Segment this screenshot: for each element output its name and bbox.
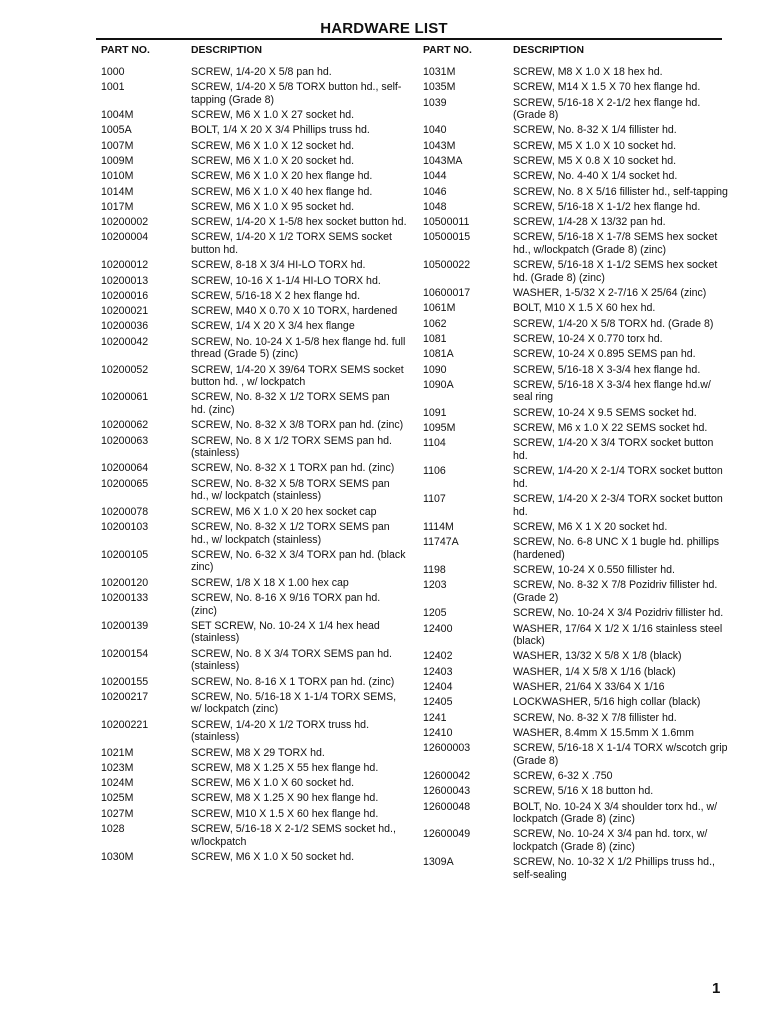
part-description: SCREW, 5/16-18 X 2-1/2 hex flange hd. (Grade 8) [513, 96, 701, 122]
list-item [423, 333, 733, 346]
list-item [423, 186, 733, 199]
part-description: SCREW, 10-24 X 9.5 SEMS socket hd. [513, 406, 697, 419]
part-description: SCREW, No. 8 X 1/2 TORX SEMS pan hd. (stainless) [191, 434, 392, 460]
list-item [423, 564, 733, 577]
part-description: SCREW, 1/4-20 X 2-3/4 TORX socket button hd. [513, 493, 723, 518]
part-description: SCREW, 1/4-20 X 1-5/8 hex socket button hd. [191, 216, 407, 229]
part-description: SCREW, M6 X 1.0 X 20 hex flange hd. [191, 170, 373, 183]
part-number: 10200217 [101, 690, 149, 703]
part-description: SCREW, 5/16-18 X 2-1/2 SEMS socket hd., w/lockpatch [191, 823, 396, 848]
part-number: 1005A [101, 124, 132, 137]
part-description: SCREW, 10-24 X 0.550 fillister hd. [513, 564, 675, 577]
list-item [101, 506, 411, 519]
part-number: 1039 [423, 96, 447, 109]
right-header-row [423, 44, 733, 66]
list-item [101, 648, 411, 673]
part-number: 10500022 [423, 259, 471, 272]
list-item [423, 348, 733, 361]
part-description: SCREW, 5/16-18 X 1-7/8 SEMS hex socket hd., w/lockpatch (Grade 8) (zinc) [513, 231, 718, 256]
part-number: 10200004 [101, 231, 149, 244]
list-item [101, 762, 411, 775]
part-number: 1043M [423, 139, 456, 152]
list-item [101, 275, 411, 288]
part-description: SCREW, 1/4-20 X 1/2 TORX truss hd. (stainless) [191, 718, 370, 744]
page-number: 1 [712, 980, 721, 997]
part-description: SCREW, M6 X 1.0 X 60 socket hd. [191, 777, 355, 790]
part-number: 10200016 [101, 289, 149, 302]
part-number: 1000 [101, 66, 125, 78]
part-description: SCREW, 1/4-20 X 3/4 TORX socket button hd. [513, 437, 714, 462]
part-number: 1040 [423, 124, 447, 137]
list-item [101, 109, 411, 122]
part-no-header: PART NO. [101, 45, 150, 56]
part-description: SCREW, M6 X 1.0 X 50 socket hd. [191, 850, 355, 863]
list-item [101, 81, 411, 106]
part-description: SCREW, M8 X 1.25 X 55 hex flange hd. [191, 761, 379, 774]
list-item [101, 259, 411, 272]
part-number: 1309A [423, 856, 454, 869]
part-description: SCREW, M6 X 1.0 X 40 hex flange hd. [191, 185, 373, 198]
list-item [423, 712, 733, 725]
part-number: 10200221 [101, 718, 149, 731]
part-number: 1205 [423, 607, 447, 620]
part-description: SCREW, 1/4-20 X 1/2 TORX SEMS socket button hd. [191, 231, 392, 256]
list-item [101, 777, 411, 790]
part-description: SET SCREW, No. 10-24 X 1/4 hex head (stainless) [191, 619, 380, 645]
list-item [101, 719, 411, 744]
part-description: SCREW, 1/4 X 20 X 3/4 hex flange [191, 320, 355, 333]
part-description: SCREW, No. 8-32 X 7/8 fillister hd. [513, 711, 677, 724]
part-number: 10200155 [101, 675, 149, 688]
list-item [101, 231, 411, 256]
part-number: 12402 [423, 650, 453, 663]
part-description: SCREW, 1/8 X 18 X 1.00 hex cap [191, 576, 349, 589]
part-description: SCREW, No. 8-32 X 5/8 TORX SEMS pan hd., w/ lockpatch (stainless) [191, 477, 390, 503]
part-description: SCREW, No. 4-40 X 1/4 socket hd. [513, 170, 678, 183]
part-description: SCREW, M8 X 29 TORX hd. [191, 746, 325, 759]
list-item [423, 785, 733, 798]
part-description: SCREW, 10-24 X 0.770 torx hd. [513, 333, 663, 345]
list-item [423, 681, 733, 694]
list-item [101, 691, 411, 716]
part-number: 1090 [423, 363, 447, 376]
part-number: 1203 [423, 579, 447, 592]
part-number: 1004M [101, 109, 134, 122]
part-description: WASHER, 21/64 X 33/64 X 1/16 [513, 680, 665, 693]
part-number: 10200078 [101, 505, 149, 518]
part-description: SCREW, No. 8-32 X 1/2 TORX SEMS pan hd. (zinc) [191, 391, 390, 417]
part-description: SCREW, M6 X 1.0 X 20 hex socket cap [191, 505, 377, 518]
title-rule [96, 38, 722, 40]
description-header: DESCRIPTION [513, 45, 585, 56]
list-item [423, 521, 733, 534]
list-item [101, 320, 411, 333]
part-number: 1009M [101, 155, 134, 167]
part-number: 10200061 [101, 391, 149, 404]
part-number: 12600003 [423, 742, 471, 755]
part-number: 10200065 [101, 477, 149, 490]
part-number: 10200036 [101, 320, 149, 333]
part-description: SCREW, 10-24 X 0.895 SEMS pan hd. [513, 348, 696, 361]
part-description: SCREW, No. 10-24 X 3/4 pan hd. torx, w/ lockpatch (Grade 8) (zinc) [513, 828, 708, 853]
list-item [423, 155, 733, 168]
list-item [101, 823, 411, 848]
part-number: 12404 [423, 680, 453, 693]
part-description: SCREW, 5/16-18 X 1-1/4 TORX w/scotch grip (Grade 8) [513, 742, 728, 767]
part-description: SCREW, M5 X 0.8 X 10 socket hd. [513, 155, 677, 167]
part-description: SCREW, 5/16-18 X 3-3/4 hex flange hd. [513, 363, 701, 376]
part-number: 1107 [423, 493, 446, 506]
part-number: 1046 [423, 185, 447, 198]
part-number: 12403 [423, 665, 453, 678]
part-number: 1198 [423, 564, 446, 577]
part-number: 1241 [423, 711, 447, 724]
list-item [423, 140, 733, 153]
left-list [101, 66, 411, 863]
list-item [423, 231, 733, 256]
part-description: SCREW, 5/16-18 X 3-3/4 hex flange hd.w/ seal ring [513, 378, 711, 404]
part-number: 10500011 [423, 216, 470, 229]
part-number: 10200012 [101, 259, 149, 272]
list-item [423, 66, 733, 79]
list-item [101, 186, 411, 199]
part-number: 1024M [101, 777, 134, 790]
part-description: WASHER, 1/4 X 5/8 X 1/16 (black) [513, 665, 676, 678]
part-description: BOLT, No. 10-24 X 3/4 shoulder torx hd., w/ lockpatch (Grade 8) (zinc) [513, 800, 718, 826]
list-item [423, 170, 733, 183]
part-description: SCREW, 5/16 X 18 button hd. [513, 785, 654, 798]
right-column [423, 44, 733, 884]
part-description: SCREW, 5/16-18 X 1-1/2 hex flange hd. [513, 200, 701, 213]
part-number: 1025M [101, 792, 134, 805]
part-number: 10200021 [101, 305, 149, 318]
part-description: SCREW, 10-16 X 1-1/4 HI-LO TORX hd. [191, 274, 381, 287]
part-description: LOCKWASHER, 5/16 high collar (black) [513, 696, 701, 709]
part-number: 10200052 [101, 363, 149, 376]
part-description: SCREW, No. 10-24 X 3/4 Pozidriv fillister hd. [513, 607, 724, 620]
part-description: SCREW, 1/4-20 X 5/8 TORX button hd., self-tapping (Grade 8) [191, 81, 402, 106]
part-description: SCREW, No. 10-24 X 1-5/8 hex flange hd. full thread (Grade 5) (zinc) [191, 335, 406, 361]
part-number: 1014M [101, 185, 134, 198]
list-item [423, 379, 733, 404]
part-description: SCREW, No. 6-32 X 3/4 TORX pan hd. (black zinc) [191, 548, 406, 574]
list-item [101, 364, 411, 389]
list-item [101, 201, 411, 214]
part-description: SCREW, No. 8-32 X 3/8 TORX pan hd. (zinc) [191, 419, 404, 432]
list-item [101, 478, 411, 503]
part-description: SCREW, M8 X 1.25 X 90 hex flange hd. [191, 792, 379, 805]
part-description: SCREW, No. 5/16-18 X 1-1/4 TORX SEMS, w/ lockpatch (zinc) [191, 690, 397, 716]
part-description: SCREW, No. 8-32 X 1/2 TORX SEMS pan hd., w/ lockpatch (stainless) [191, 520, 390, 546]
part-number: 1030M [101, 850, 134, 863]
part-number: 1104 [423, 437, 446, 450]
list-item [101, 747, 411, 760]
part-number: 10200103 [101, 520, 149, 533]
part-description: SCREW, M14 X 1.5 X 70 hex flange hd. [513, 81, 701, 94]
part-description: WASHER, 8.4mm X 15.5mm X 1.6mm [513, 726, 694, 739]
part-number: 10600017 [423, 287, 471, 300]
part-description: SCREW, No. 8-32 X 1 TORX pan hd. (zinc) [191, 462, 395, 475]
part-description: SCREW, No. 8-32 X 7/8 Pozidriv fillister hd. (Grade 2) [513, 579, 718, 604]
part-number: 12410 [423, 726, 453, 739]
part-number: 12600049 [423, 828, 471, 841]
part-number: 1044 [423, 170, 447, 183]
list-item [101, 620, 411, 645]
part-number: 10200133 [101, 591, 149, 604]
list-item [423, 727, 733, 740]
list-item [101, 124, 411, 137]
part-description: SCREW, M6 X 1.0 X 12 socket hd. [191, 139, 355, 152]
list-item [423, 650, 733, 663]
part-no-header: PART NO. [423, 45, 472, 56]
part-description: SCREW, No. 8-32 X 1/4 fillister hd. [513, 124, 677, 137]
part-number: 10200064 [101, 462, 149, 475]
list-item [423, 201, 733, 214]
part-number: 10200139 [101, 619, 149, 632]
list-item [101, 577, 411, 590]
list-item [423, 536, 733, 561]
part-number: 1081A [423, 348, 454, 361]
list-item [423, 696, 733, 709]
part-description: SCREW, 1/4-20 X 2-1/4 TORX socket button hd. [513, 465, 723, 490]
list-item [101, 851, 411, 864]
part-description: SCREW, No. 8 X 3/4 TORX SEMS pan hd. (stainless) [191, 647, 392, 673]
list-item [101, 216, 411, 229]
list-item [423, 422, 733, 435]
list-item [101, 676, 411, 689]
list-item [423, 216, 733, 229]
left-column [101, 44, 411, 866]
part-description: SCREW, 1/4-20 X 5/8 pan hd. [191, 66, 332, 78]
part-description: SCREW, No. 6-8 UNC X 1 bugle hd. phillips (hardened) [513, 536, 720, 561]
part-description: SCREW, M40 X 0.70 X 10 TORX, hardened [191, 305, 398, 318]
list-item [101, 808, 411, 821]
list-item [423, 666, 733, 679]
part-number: 1114M [423, 520, 454, 533]
part-number: 1007M [101, 139, 134, 152]
list-item [101, 792, 411, 805]
part-number: 1090A [423, 378, 454, 391]
part-number: 12600042 [423, 769, 471, 782]
part-description: SCREW, 1/4-20 X 5/8 TORX hd. (Grade 8) [513, 317, 714, 330]
list-item [423, 437, 733, 462]
part-description: WASHER, 17/64 X 1/2 X 1/16 stainless steel (black) [513, 622, 723, 648]
part-number: 10200120 [101, 576, 149, 589]
list-item [101, 391, 411, 416]
part-number: 1043MA [423, 155, 463, 167]
part-number: 1031M [423, 66, 456, 78]
part-number: 1028 [101, 823, 125, 835]
part-description: SCREW, 5/16-18 X 2 hex flange hd. [191, 289, 361, 302]
part-description: SCREW, M6 X 1 X 20 socket hd. [513, 520, 668, 533]
page-title: HARDWARE LIST [320, 20, 448, 37]
list-item [101, 66, 411, 79]
part-number: 1001 [101, 81, 125, 94]
list-item [101, 155, 411, 168]
list-item [423, 287, 733, 300]
part-description: SCREW, M6 x 1.0 X 22 SEMS socket hd. [513, 422, 708, 434]
part-number: 1035M [423, 81, 456, 94]
part-number: 1061M [423, 302, 456, 315]
list-item [423, 81, 733, 94]
part-number: 1010M [101, 170, 134, 183]
list-item [423, 465, 733, 490]
part-description: SCREW, 1/4-20 X 39/64 TORX SEMS socket button hd. , w/ lockpatch [191, 363, 404, 389]
part-number: 10200063 [101, 434, 149, 447]
part-description: SCREW, 6-32 X .750 [513, 769, 613, 782]
part-description: BOLT, M10 X 1.5 X 60 hex hd. [513, 302, 656, 315]
part-description: SCREW, No. 10-32 X 1/2 Phillips truss hd., self-sealing [513, 856, 715, 881]
list-item [423, 742, 733, 767]
part-number: 12600043 [423, 785, 471, 798]
part-number: 1048 [423, 200, 447, 213]
list-item [101, 305, 411, 318]
part-number: 1081 [423, 333, 447, 345]
part-description: SCREW, No. 8-16 X 1 TORX pan hd. (zinc) [191, 675, 395, 688]
list-item [101, 170, 411, 183]
part-number: 1021M [101, 746, 134, 759]
part-description: SCREW, M6 X 1.0 X 20 socket hd. [191, 155, 355, 167]
list-item [423, 124, 733, 137]
list-item [423, 607, 733, 620]
right-list [423, 66, 733, 881]
part-number: 10200154 [101, 647, 149, 660]
part-number: 1106 [423, 465, 446, 478]
list-item [423, 259, 733, 284]
part-number: 10200002 [101, 216, 149, 229]
part-number: 11747A [423, 536, 459, 549]
list-item [101, 435, 411, 460]
part-number: 12405 [423, 696, 453, 709]
part-number: 10200105 [101, 548, 149, 561]
list-item [423, 97, 733, 122]
part-description: SCREW, M6 X 1.0 X 95 socket hd. [191, 200, 355, 213]
part-number: 10500015 [423, 231, 471, 244]
list-item [423, 828, 733, 853]
part-number: 10200042 [101, 335, 149, 348]
part-description: SCREW, 8-18 X 3/4 HI-LO TORX hd. [191, 259, 366, 272]
part-description: WASHER, 13/32 X 5/8 X 1/8 (black) [513, 650, 682, 663]
list-item [423, 579, 733, 604]
part-description: SCREW, M8 X 1.0 X 18 hex hd. [513, 66, 663, 78]
list-item [101, 419, 411, 432]
list-item [101, 521, 411, 546]
part-number: 1023M [101, 761, 134, 774]
list-item [101, 140, 411, 153]
part-description: WASHER, 1-5/32 X 2-7/16 X 25/64 (zinc) [513, 287, 707, 300]
list-item [423, 801, 733, 826]
part-description: SCREW, M5 X 1.0 X 10 socket hd. [513, 139, 677, 152]
list-item [423, 770, 733, 783]
list-item [101, 549, 411, 574]
list-item [101, 290, 411, 303]
part-number: 12600048 [423, 800, 471, 813]
part-description: BOLT, 1/4 X 20 X 3/4 Phillips truss hd. [191, 124, 370, 137]
list-item [423, 407, 733, 420]
list-item [423, 856, 733, 881]
list-item [423, 364, 733, 377]
left-header-row [101, 44, 411, 66]
list-item [423, 623, 733, 648]
part-description: SCREW, 5/16-18 X 1-1/2 SEMS hex socket hd. (Grade 8) (zinc) [513, 259, 718, 284]
part-number: 12400 [423, 622, 453, 635]
part-number: 1027M [101, 807, 134, 820]
part-number: 1062 [423, 317, 447, 330]
list-item [101, 592, 411, 617]
list-item [423, 302, 733, 315]
part-number: 1091 [423, 406, 447, 419]
part-description: SCREW, M6 X 1.0 X 27 socket hd. [191, 109, 355, 122]
list-item [101, 462, 411, 475]
description-header: DESCRIPTION [191, 45, 263, 56]
list-item [423, 493, 733, 518]
part-description: SCREW, No. 8-16 X 9/16 TORX pan hd. (zinc) [191, 591, 381, 617]
part-description: SCREW, 1/4-28 X 13/32 pan hd. [513, 216, 666, 229]
part-description: SCREW, M10 X 1.5 X 60 hex flange hd. [191, 807, 379, 820]
part-number: 10200062 [101, 419, 149, 432]
part-number: 10200013 [101, 274, 149, 287]
part-number: 1017M [101, 200, 134, 213]
part-description: SCREW, No. 8 X 5/16 fillister hd., self-tapping [513, 185, 728, 198]
part-number: 1095M [423, 422, 456, 434]
list-item [423, 318, 733, 331]
list-item [101, 336, 411, 361]
